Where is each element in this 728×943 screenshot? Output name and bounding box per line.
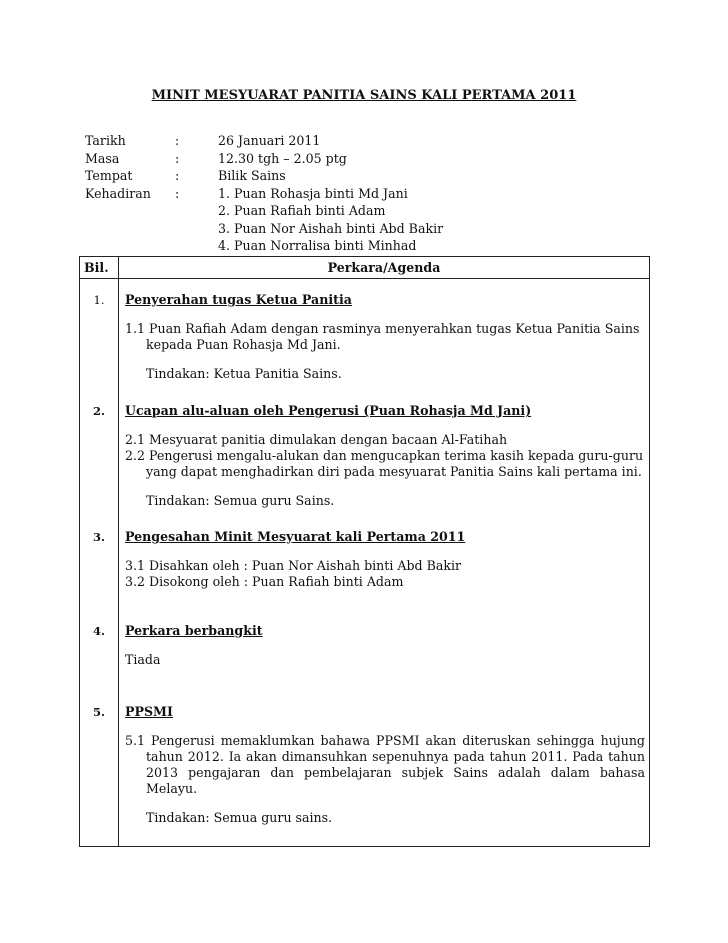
item-title: Ucapan alu-aluan oleh Pengerusi (Puan Rohasja Md Jani)	[125, 403, 532, 418]
header-bil: Bil.	[84, 260, 109, 275]
table-header	[80, 257, 649, 279]
item-number: 4.	[92, 624, 105, 638]
colon: :	[175, 168, 180, 183]
attendee-4: 4. Puan Norralisa binti Minhad	[218, 238, 417, 253]
column-divider	[118, 257, 119, 846]
item-title: Pengesahan Minit Mesyuarat kali Pertama 2011	[125, 529, 466, 544]
item-paragraph: 3.2 Disokong oleh : Puan Rafiah binti Adam	[125, 574, 404, 589]
item-content	[125, 623, 645, 668]
item-content	[125, 292, 645, 382]
item-paragraph: 1.1 Puan Rafiah Adam dengan rasminya menyerahkan tugas Ketua Panitia Sains kepada Puan Rohasja Md Jani.	[125, 321, 640, 352]
item-title: Penyerahan tugas Ketua Panitia	[125, 292, 352, 307]
item-paragraph: 3.1 Disahkan oleh : Puan Nor Aishah binti Abd Bakir	[125, 558, 462, 573]
item-number: 3.	[92, 530, 105, 544]
tarikh-value: 26 Januari 2011	[218, 133, 321, 148]
item-number: 1.	[93, 293, 105, 307]
item-action: Tindakan: Semua guru sains.	[146, 810, 333, 825]
item-paragraph: 2.1 Mesyuarat panitia dimulakan dengan bacaan Al-Fatihah	[125, 432, 508, 447]
tempat-label: Tempat	[85, 168, 133, 183]
item-title: Perkara berbangkit	[125, 623, 263, 638]
item-paragraph: 5.1 Pengerusi memaklumkan bahawa PPSMI akan diteruskan sehingga hujung tahun 2012. Ia akan dimansuhkan sepenuhnya pada tahun 2011. Pada tahun 2013 pengajaran dan pembelajaran subjek Sains adalah dalam bahasa Melayu.	[125, 733, 645, 796]
masa-value: 12.30 tgh – 2.05 ptg	[218, 150, 347, 166]
header-perkara: Perkara/Agenda	[327, 260, 441, 275]
item-content	[125, 529, 645, 590]
colon: :	[175, 185, 180, 201]
kehadiran-label: Kehadiran	[85, 185, 151, 201]
agenda-table	[79, 256, 650, 847]
item-title: PPSMI	[125, 704, 173, 719]
item-content	[125, 403, 645, 509]
masa-label: Masa	[85, 150, 120, 166]
item-action: Tindakan: Ketua Panitia Sains.	[146, 366, 342, 381]
document-title: MINIT MESYUARAT PANITIA SAINS KALI PERTAMA 2011	[151, 88, 577, 103]
item-paragraph: 2.2 Pengerusi mengalu-alukan dan mengucapkan terima kasih kepada guru-guru yang dapat menghadirkan diri pada mesyuarat Panitia Sains kali pertama ini.	[125, 448, 644, 479]
attendee-2: 2. Puan Rafiah binti Adam	[218, 203, 386, 218]
item-paragraph: Tiada	[125, 652, 161, 667]
item-action: Tindakan: Semua guru Sains.	[146, 493, 335, 508]
tempat-value: Bilik Sains	[218, 168, 286, 183]
item-number: 2.	[92, 404, 105, 418]
attendee-1: 1. Puan Rohasja binti Md Jani	[218, 185, 408, 201]
tarikh-label: Tarikh	[85, 133, 126, 148]
colon: :	[175, 150, 180, 166]
item-content	[125, 704, 645, 826]
attendee-3: 3. Puan Nor Aishah binti Abd Bakir	[218, 220, 444, 236]
colon: :	[175, 133, 180, 148]
item-number: 5.	[92, 705, 105, 719]
